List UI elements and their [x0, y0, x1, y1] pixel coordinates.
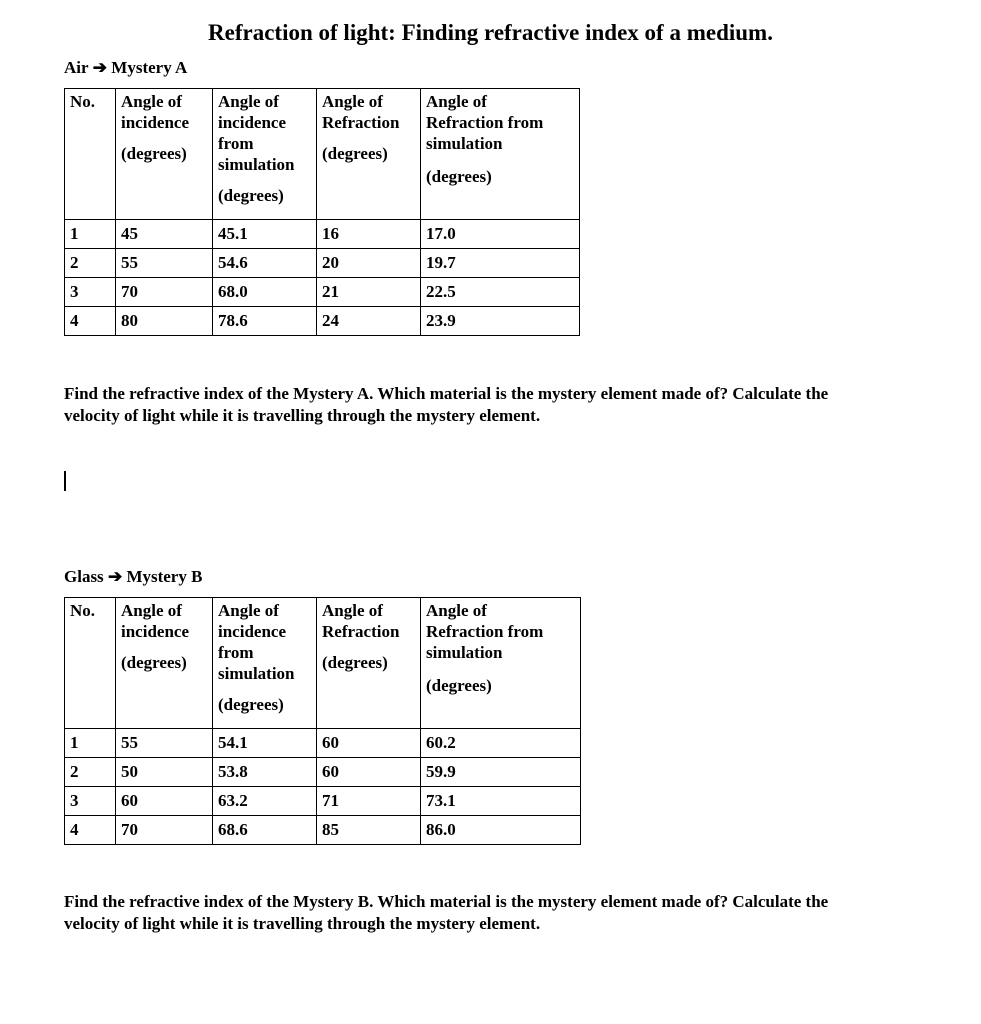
table-row — [65, 758, 581, 787]
cell-incidence-sim: 63.2 — [213, 787, 317, 816]
cell-refraction: 24 — [317, 307, 421, 336]
header-no: No. — [65, 598, 116, 729]
table-row — [65, 816, 581, 845]
cell-incidence-sim: 54.6 — [213, 249, 317, 278]
header-incidence-simulation: Angle of incidence from simulation (degrees) — [213, 89, 317, 220]
table-header-row — [65, 89, 580, 220]
cell-incidence-sim: 54.1 — [213, 729, 317, 758]
header-refraction: Angle of Refraction (degrees) — [317, 89, 421, 220]
question-b-line: Find the refractive index of the Mystery B. Which material is the mystery element made of? Calculate the — [64, 892, 829, 911]
cell-no: 4 — [65, 816, 116, 845]
cell-no: 3 — [65, 787, 116, 816]
header-refraction-simulation: Angle of Refraction from simulation (degrees) — [421, 89, 580, 220]
cell-incidence-sim: 68.0 — [213, 278, 317, 307]
section-a-from: Air — [64, 58, 89, 77]
arrow-right-icon: ➔ — [92, 58, 108, 77]
section-b-to: Mystery B — [126, 567, 203, 586]
cell-refraction: 71 — [317, 787, 421, 816]
section-a-label — [64, 58, 187, 78]
section-b-label — [64, 567, 202, 587]
section-a-to: Mystery A — [111, 58, 188, 77]
cell-incidence: 60 — [116, 787, 213, 816]
cell-no: 1 — [65, 729, 116, 758]
arrow-right-icon: ➔ — [107, 567, 123, 586]
cell-incidence: 70 — [116, 816, 213, 845]
question-a-line: velocity of light while it is travelling through the mystery element. — [64, 406, 541, 425]
header-no: No. — [65, 89, 116, 220]
cell-refraction-sim: 59.9 — [421, 758, 581, 787]
cell-incidence: 80 — [116, 307, 213, 336]
cell-no: 3 — [65, 278, 116, 307]
table-row — [65, 278, 580, 307]
header-refraction-simulation: Angle of Refraction from simulation (degrees) — [421, 598, 581, 729]
header-refraction: Angle of Refraction (degrees) — [317, 598, 421, 729]
section-b-from: Glass — [64, 567, 104, 586]
header-incidence-simulation: Angle of incidence from simulation (degrees) — [213, 598, 317, 729]
cell-refraction-sim: 17.0 — [421, 220, 580, 249]
cell-incidence-sim: 78.6 — [213, 307, 317, 336]
question-b-line: velocity of light while it is travelling through the mystery element. — [64, 914, 541, 933]
table-mystery-a — [64, 88, 580, 336]
table-row — [65, 249, 580, 278]
header-incidence: Angle of incidence (degrees) — [116, 89, 213, 220]
cell-no: 2 — [65, 249, 116, 278]
cell-incidence: 55 — [116, 249, 213, 278]
header-incidence: Angle of incidence (degrees) — [116, 598, 213, 729]
question-a-line: Find the refractive index of the Mystery A. Which material is the mystery element made of? Calculate the — [64, 384, 829, 403]
cell-refraction: 21 — [317, 278, 421, 307]
cell-refraction: 60 — [317, 758, 421, 787]
cell-refraction: 16 — [317, 220, 421, 249]
table-row — [65, 220, 580, 249]
cell-refraction-sim: 60.2 — [421, 729, 581, 758]
page-title: Refraction of light: Finding refractive index of a medium. — [208, 20, 773, 45]
cell-incidence-sim: 53.8 — [213, 758, 317, 787]
cell-refraction-sim: 86.0 — [421, 816, 581, 845]
cell-incidence-sim: 68.6 — [213, 816, 317, 845]
table-row — [65, 307, 580, 336]
cell-incidence: 50 — [116, 758, 213, 787]
table-row — [65, 729, 581, 758]
question-b — [64, 891, 944, 935]
cell-refraction: 20 — [317, 249, 421, 278]
table-row — [65, 787, 581, 816]
question-a — [64, 383, 944, 427]
cell-no: 4 — [65, 307, 116, 336]
cell-incidence-sim: 45.1 — [213, 220, 317, 249]
cell-incidence: 55 — [116, 729, 213, 758]
table-header-row — [65, 598, 581, 729]
cell-no: 1 — [65, 220, 116, 249]
cell-incidence: 70 — [116, 278, 213, 307]
cell-incidence: 45 — [116, 220, 213, 249]
text-cursor[interactable] — [64, 471, 66, 491]
cell-refraction-sim: 73.1 — [421, 787, 581, 816]
cell-refraction-sim: 19.7 — [421, 249, 580, 278]
cell-refraction-sim: 22.5 — [421, 278, 580, 307]
table-mystery-b — [64, 597, 581, 845]
cell-refraction: 85 — [317, 816, 421, 845]
cell-refraction-sim: 23.9 — [421, 307, 580, 336]
cell-refraction: 60 — [317, 729, 421, 758]
cell-no: 2 — [65, 758, 116, 787]
